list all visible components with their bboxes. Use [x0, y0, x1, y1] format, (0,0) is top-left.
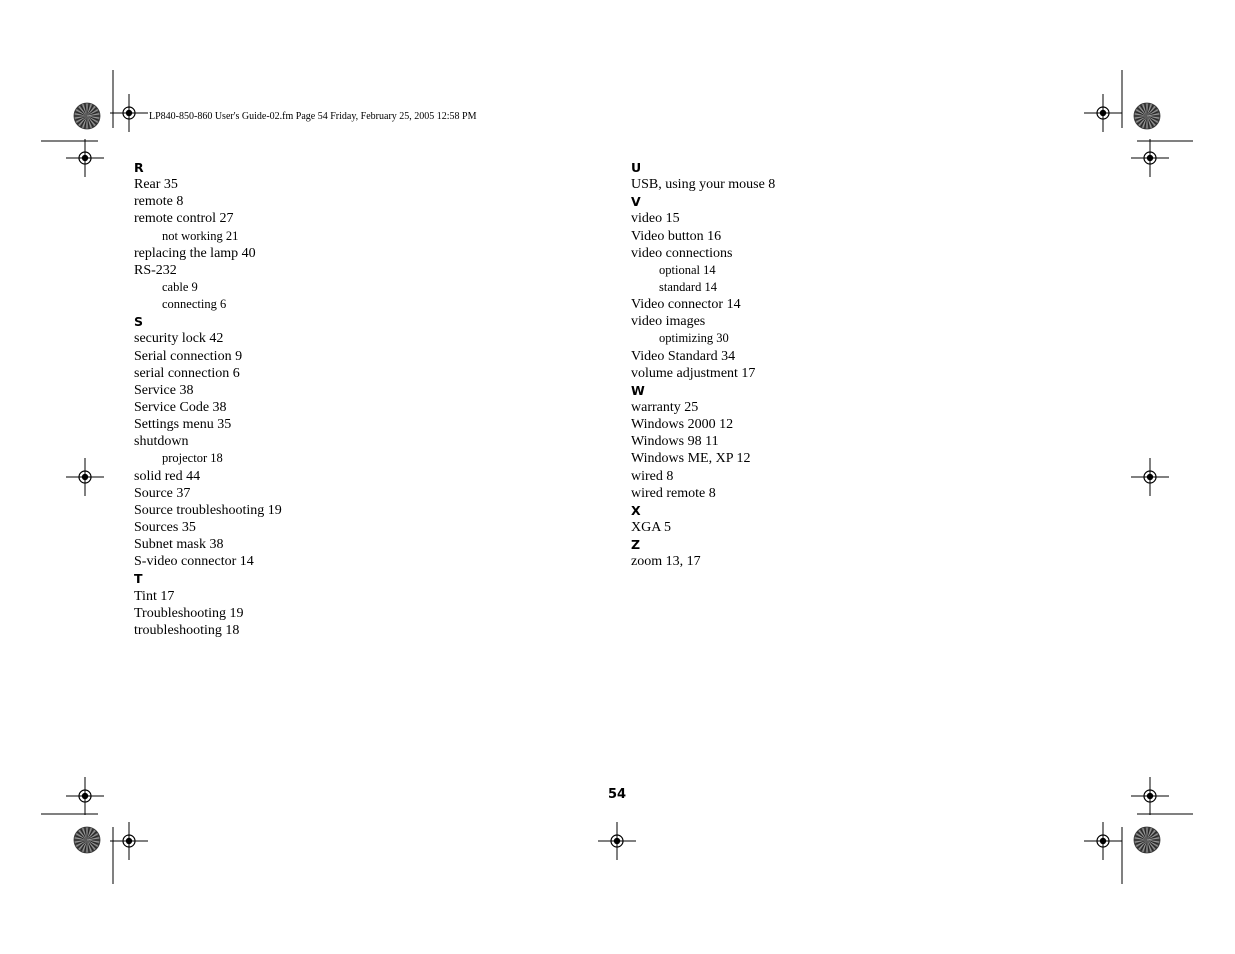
- index-letter-heading: S: [134, 314, 144, 330]
- index-entry: Sources 35: [134, 519, 196, 535]
- index-subentry: not working 21: [162, 228, 239, 243]
- index-column-right: [631, 159, 775, 570]
- index-entry: volume adjustment 17: [631, 365, 756, 381]
- index-entry: Rear 35: [134, 177, 178, 193]
- index-entry: Settings menu 35: [134, 417, 232, 433]
- index-entry: Troubleshooting 19: [134, 605, 244, 621]
- index-subentry: cable 9: [162, 279, 198, 294]
- registration-starburst-icon: [74, 103, 100, 129]
- index-entry: video connections: [631, 245, 733, 261]
- index-entry: remote 8: [134, 194, 184, 210]
- index-entry: security lock 42: [134, 331, 224, 347]
- index-entry: Service Code 38: [134, 399, 227, 415]
- registration-crosshair-icon: [598, 822, 636, 860]
- index-entry: Service 38: [134, 382, 194, 398]
- index-entry: warranty 25: [631, 399, 699, 415]
- index-entry: Tint 17: [134, 588, 175, 604]
- index-letter-heading: Z: [631, 537, 641, 553]
- index-entry: Video connector 14: [631, 297, 741, 313]
- index-entry: video images: [631, 314, 706, 330]
- index-entry: Windows 2000 12: [631, 417, 734, 433]
- index-subentry: projector 18: [162, 451, 223, 466]
- index-entry: S-video connector 14: [134, 554, 254, 570]
- index-letter-heading: V: [631, 194, 641, 210]
- index-entry: Windows 98 11: [631, 434, 719, 450]
- registration-crosshair-icon: [110, 94, 148, 132]
- registration-starburst-icon: [1134, 103, 1160, 129]
- index-letter-heading: R: [134, 160, 144, 175]
- index-entry: Source troubleshooting 19: [134, 502, 282, 518]
- index-entry: Video Standard 34: [631, 348, 736, 364]
- index-entry: shutdown: [134, 434, 189, 450]
- index-letter-heading: W: [631, 382, 645, 398]
- index-entry: XGA 5: [631, 519, 672, 535]
- registration-crosshair-icon: [66, 777, 104, 815]
- registration-crosshair-icon: [1131, 139, 1169, 177]
- registration-crosshair-icon: [66, 139, 104, 177]
- index-entry: troubleshooting 18: [134, 622, 240, 638]
- registration-crosshair-icon: [1131, 458, 1169, 496]
- index-entry: RS-232: [134, 262, 177, 278]
- index-column-left: [134, 159, 282, 639]
- index-entry: replacing the lamp 40: [134, 245, 256, 261]
- page-number: 54: [607, 787, 627, 802]
- index-entry: serial connection 6: [134, 365, 240, 381]
- index-letter-heading: U: [631, 160, 642, 175]
- index-subentry: optimizing 30: [659, 331, 729, 346]
- registration-starburst-icon: [74, 827, 100, 853]
- index-subentry: standard 14: [659, 279, 717, 294]
- registration-crosshair-icon: [66, 458, 104, 496]
- index-entry: Windows ME, XP 12: [631, 451, 751, 467]
- index-subentry: optional 14: [659, 262, 716, 277]
- index-letter-heading: X: [631, 502, 641, 518]
- index-letter-heading: T: [134, 571, 143, 587]
- index-entry: USB, using your mouse 8: [631, 177, 776, 193]
- index-entry: remote control 27: [134, 211, 234, 227]
- registration-crosshair-icon: [110, 822, 148, 860]
- index-entry: Video button 16: [631, 228, 722, 244]
- index-entry: wired 8: [631, 468, 674, 484]
- index-entry: video 15: [631, 211, 680, 227]
- index-entry: wired remote 8: [631, 485, 716, 501]
- index-entry: solid red 44: [134, 468, 201, 484]
- index-entry: Serial connection 9: [134, 348, 243, 364]
- header-file-info: LP840-850-860 User's Guide-02.fm Page 54 Friday, February 25, 2005 12:58 PM: [149, 111, 477, 122]
- index-entry: Subnet mask 38: [134, 537, 224, 553]
- index-entry: Source 37: [134, 485, 191, 501]
- registration-crosshair-icon: [1084, 822, 1122, 860]
- index-subentry: connecting 6: [162, 297, 227, 312]
- registration-crosshair-icon: [1131, 777, 1169, 815]
- registration-crosshair-icon: [1084, 94, 1122, 132]
- registration-starburst-icon: [1134, 827, 1160, 853]
- index-entry: zoom 13, 17: [631, 554, 701, 570]
